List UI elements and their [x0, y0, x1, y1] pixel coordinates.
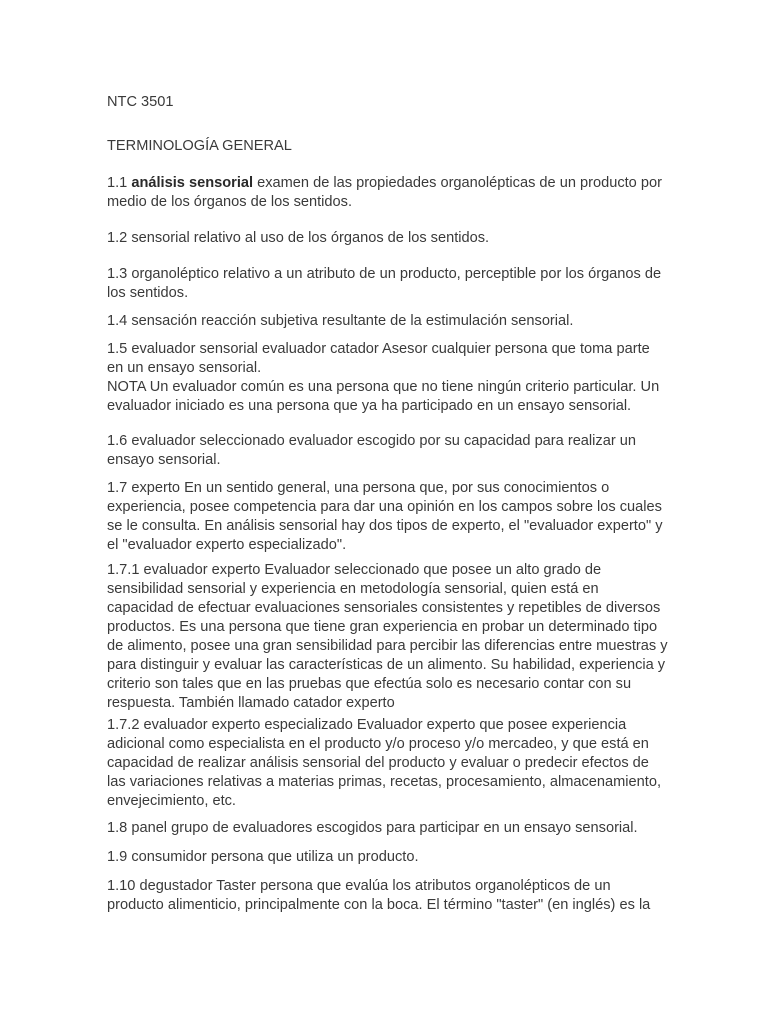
entry-1-8: [107, 819, 667, 838]
entry-line: producto alimenticio, principalmente con la boca. El término "taster" (en inglés) es la: [107, 897, 651, 913]
entry-1-10: [107, 877, 667, 915]
entry-line: 1.5 evaluador sensorial evaluador catador Asesor cualquier persona que toma parte: [107, 341, 650, 357]
entry-1-7: [107, 479, 667, 555]
entry-line: sensibilidad sensorial y experiencia en metodología sensorial, quien está en: [107, 581, 599, 597]
entry-line: 1.9 consumidor persona que utiliza un producto.: [107, 849, 419, 865]
entry-line: 1.8 panel grupo de evaluadores escogidos para participar en un ensayo sensorial.: [107, 820, 638, 836]
entry-line: criterio son tales que en las pruebas que efectúa solo es necesario contar con su: [107, 676, 632, 692]
entry-line: de alimento, posee una gran sensibilidad para percibir las diferencias entre muestras y: [107, 638, 668, 654]
section-title: TERMINOLOGÍA GENERAL: [107, 138, 292, 154]
entry-1-5: [107, 340, 667, 416]
note-line: NOTA Un evaluador común es una persona que no tiene ningún criterio particular. Un: [107, 379, 660, 395]
entry-line: ensayo sensorial.: [107, 452, 221, 468]
entry-line: capacidad de realizar análisis sensorial del producto y evaluar o predecir efectos de: [107, 755, 649, 771]
entry-line: 1.1 análisis sensorial examen de las propiedades organolépticas de un producto por: [107, 175, 662, 191]
entry-line: medio de los órganos de los sentidos.: [107, 194, 353, 210]
entry-line: 1.2 sensorial relativo al uso de los órganos de los sentidos.: [107, 230, 490, 246]
entry-1-2: [107, 229, 667, 248]
entry-1-7-1: [107, 561, 667, 713]
entry-line: productos. Es una persona que tiene gran experiencia en probar un determinado tipo: [107, 619, 658, 635]
entry-line: las variaciones relativas a materias primas, recetas, procesamiento, almacenamiento,: [107, 774, 661, 790]
entry-line: experiencia, posee competencia para dar una opinión en los campos sobre los cuales: [107, 499, 662, 515]
entry-line: los sentidos.: [107, 285, 189, 301]
entry-line: envejecimiento, etc.: [107, 793, 236, 809]
entry-line: 1.7 experto En un sentido general, una persona que, por sus conocimientos o: [107, 480, 610, 496]
entry-1-9: [107, 848, 667, 867]
entry-1-7-2: [107, 716, 667, 811]
entry-line: 1.3 organoléptico relativo a un atributo de un producto, perceptible por los órganos de: [107, 266, 662, 282]
note-line: evaluador iniciado es una persona que ya ha participado en un ensayo sensorial.: [107, 398, 632, 414]
entry-line: 1.4 sensación reacción subjetiva resultante de la estimulación sensorial.: [107, 313, 574, 329]
entry-line: capacidad de efectuar evaluaciones sensoriales consistentes y repetibles de diversos: [107, 600, 661, 616]
entry-line: se le consulta. En análisis sensorial hay dos tipos de experto, el "evaluador experto" y: [107, 518, 663, 534]
entry-line: 1.6 evaluador seleccionado evaluador escogido por su capacidad para realizar un: [107, 433, 636, 449]
entry-line: el "evaluador experto especializado".: [107, 537, 347, 553]
document-code: NTC 3501: [107, 94, 174, 110]
entry-line: 1.7.1 evaluador experto Evaluador seleccionado que posee un alto grado de: [107, 562, 602, 578]
entry-line: respuesta. También llamado catador experto: [107, 695, 395, 711]
entry-line: 1.7.2 evaluador experto especializado Evaluador experto que posee experiencia: [107, 717, 627, 733]
entry-line: para distinguir y evaluar las características de un alimento. Su habilidad, experiencia y: [107, 657, 666, 673]
entry-line: adicional como especialista en el producto y/o proceso y/o mercadeo, y que está en: [107, 736, 649, 752]
entry-1-3: [107, 265, 667, 303]
entry-line: 1.10 degustador Taster persona que evalúa los atributos organolépticos de un: [107, 878, 611, 894]
term-analisis-sensorial: análisis sensorial: [131, 175, 254, 191]
entry-line: en un ensayo sensorial.: [107, 360, 262, 376]
entry-1-4: [107, 312, 667, 331]
entry-1-6: [107, 432, 667, 470]
entry-1-1: [107, 174, 667, 212]
